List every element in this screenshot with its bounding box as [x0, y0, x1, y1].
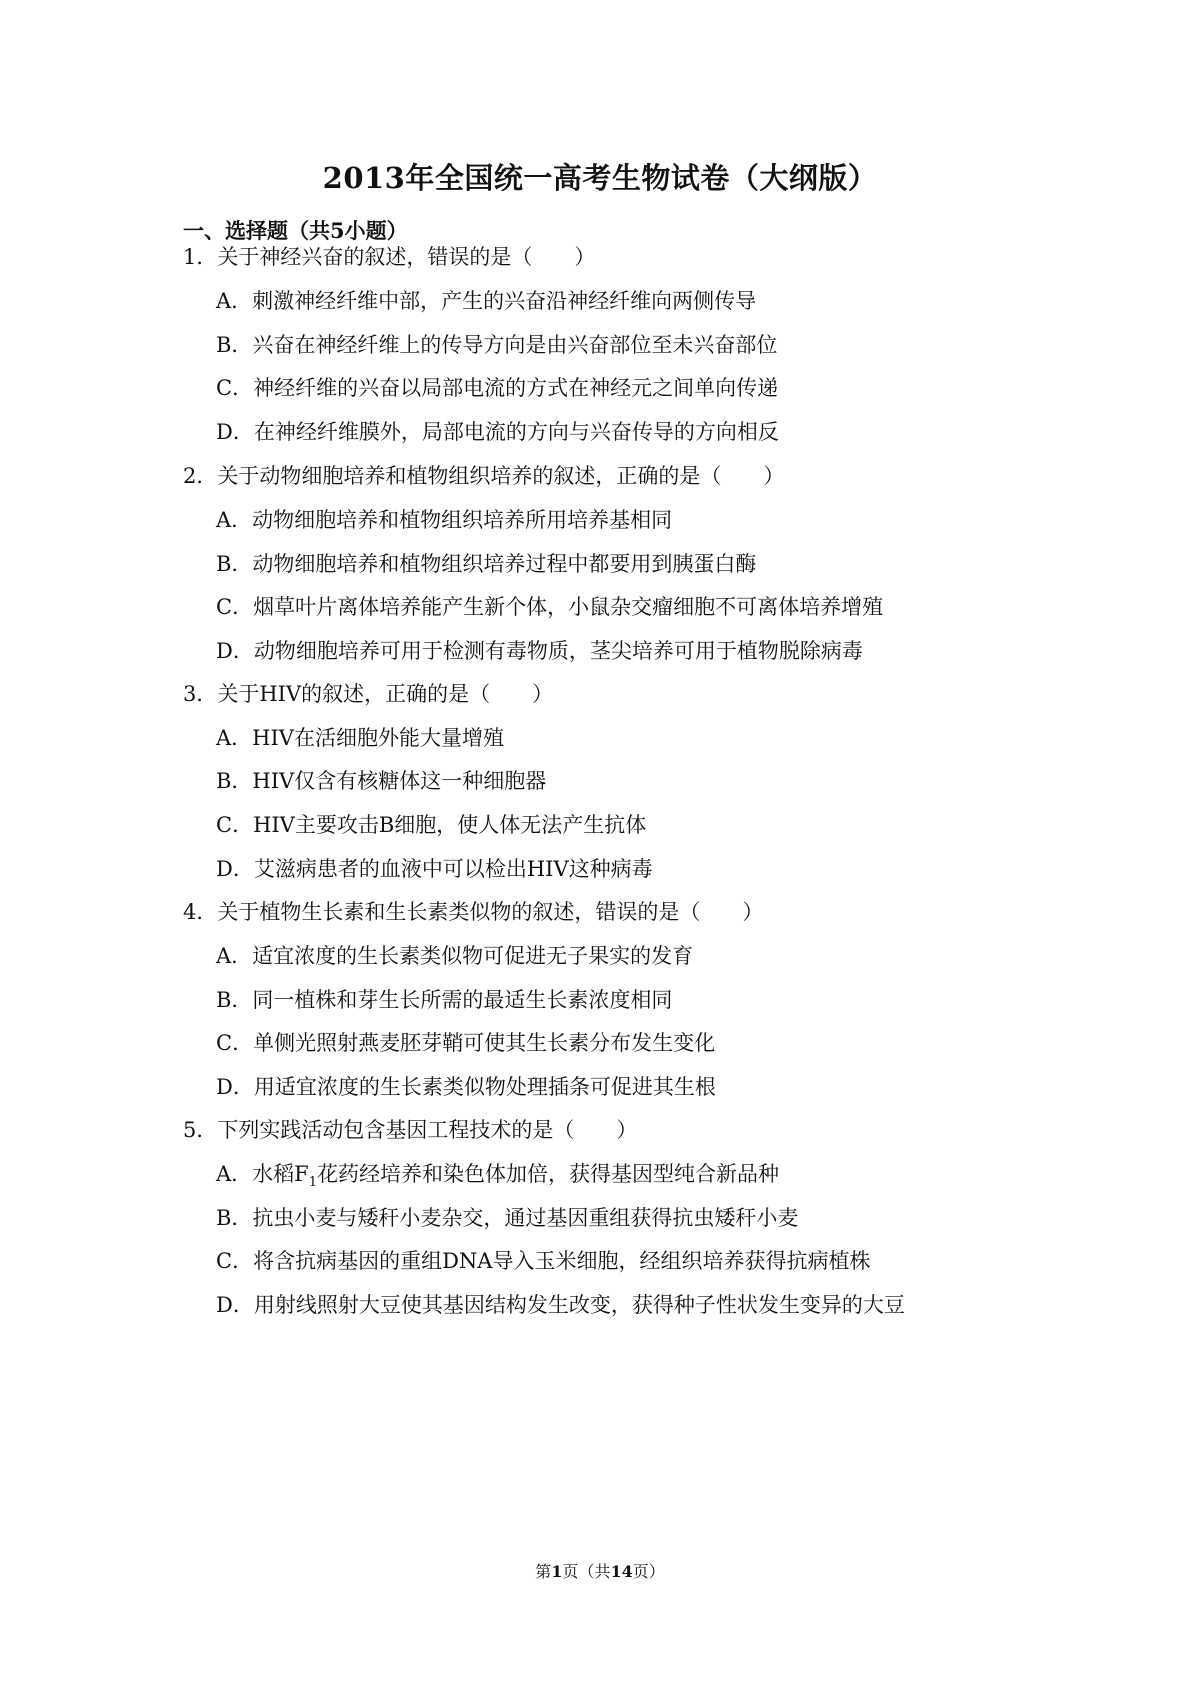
question-5-option-b: B．抗虫小麦与矮秆小麦杂交，通过基因重组获得抗虫矮秆小麦: [216, 1206, 799, 1230]
question-1-option-d: D．在神经纤维膜外，局部电流的方向与兴奋传导的方向相反: [216, 420, 779, 444]
page-title: 2013年全国统一高考生物试卷（大纲版）: [322, 161, 878, 195]
question-3-option-b: B．HIV仅含有核糖体这一种细胞器: [216, 769, 547, 793]
question-5-option-a-subscript: 1: [308, 1175, 318, 1191]
question-3-option-d: D．艾滋病患者的血液中可以检出HIV这种病毒: [216, 857, 653, 881]
question-4-stem: 4．关于植物生长素和生长素类似物的叙述，错误的是（ ）: [183, 900, 764, 924]
page-footer: [0, 1560, 1200, 1584]
question-3-option-a: A．HIV在活细胞外能大量增殖: [216, 726, 504, 750]
question-5-option-a: [216, 1159, 779, 1189]
question-3-stem: 3．关于HIV的叙述，正确的是（ ）: [183, 682, 554, 706]
footer-middle: 页（共: [562, 1562, 611, 1581]
question-1-option-b: B．兴奋在神经纤维上的传导方向是由兴奋部位至未兴奋部位: [216, 333, 778, 357]
question-5-option-a-suffix: 花药经培养和染色体加倍，获得基因型纯合新品种: [317, 1162, 780, 1186]
question-2-option-b: B．动物细胞培养和植物组织培养过程中都要用到胰蛋白酶: [216, 552, 757, 576]
question-4-option-d: D．用适宜浓度的生长素类似物处理插条可促进其生根: [216, 1075, 716, 1099]
question-5-option-d: D．用射线照射大豆使其基因结构发生改变，获得种子性状发生变异的大豆: [216, 1293, 905, 1317]
question-2-option-c: C．烟草叶片离体培养能产生新个体，小鼠杂交瘤细胞不可离体培养增殖: [216, 595, 884, 619]
footer-total-pages: 14: [610, 1562, 633, 1581]
question-4-option-a: A．适宜浓度的生长素类似物可促进无子果实的发育: [216, 944, 694, 968]
question-4-option-c: C．单侧光照射燕麦胚芽鞘可使其生长素分布发生变化: [216, 1031, 716, 1055]
footer-suffix: 页）: [632, 1562, 665, 1581]
section-heading: 一、选择题（共5小题）: [183, 218, 408, 243]
question-3-option-c: C．HIV主要攻击B细胞，使人体无法产生抗体: [216, 813, 647, 837]
footer-page-number: 1: [551, 1562, 563, 1581]
question-5-stem: 5．下列实践活动包含基因工程技术的是（ ）: [183, 1118, 638, 1142]
footer-prefix: 第: [535, 1562, 552, 1581]
question-1-option-c: C．神经纤维的兴奋以局部电流的方式在神经元之间单向传递: [216, 376, 779, 400]
question-1-option-a: A．刺激神经纤维中部，产生的兴奋沿神经纤维向两侧传导: [216, 289, 757, 313]
question-1-stem: 1．关于神经兴奋的叙述，错误的是（ ）: [183, 245, 596, 269]
question-5-option-a-prefix: A．水稻F: [216, 1162, 309, 1186]
question-2-option-a: A．动物细胞培养和植物组织培养所用培养基相同: [216, 508, 673, 532]
question-5-option-c: C．将含抗病基因的重组DNA导入玉米细胞，经组织培养获得抗病植株: [216, 1249, 871, 1273]
question-2-option-d: D．动物细胞培养可用于检测有毒物质，茎尖培养可用于植物脱除病毒: [216, 639, 863, 663]
question-2-stem: 2．关于动物细胞培养和植物组织培养的叙述，正确的是（ ）: [183, 464, 785, 488]
question-4-option-b: B．同一植株和芽生长所需的最适生长素浓度相同: [216, 988, 673, 1012]
